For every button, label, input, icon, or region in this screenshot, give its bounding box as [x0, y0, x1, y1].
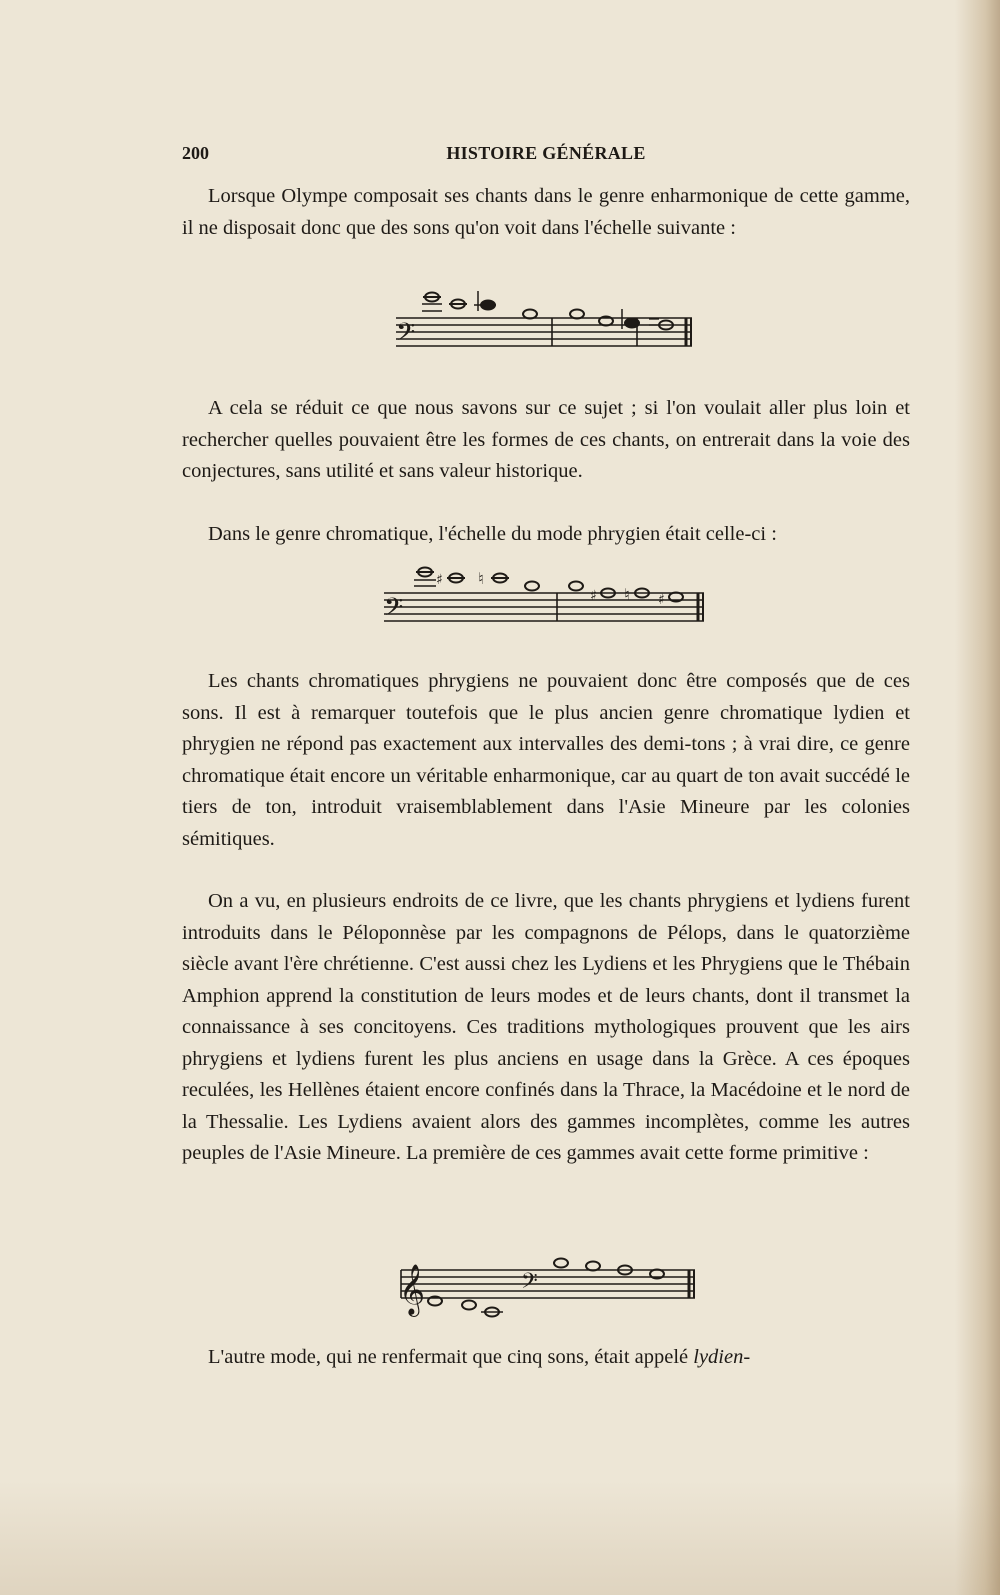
svg-text:𝄢: 𝄢	[396, 318, 416, 353]
paragraph-4: Les chants chromatiques phrygiens ne pouvaient donc être composés que de ces sons. Il est à remarquer toutefois que le plus ancien genre chromatique lydien et phrygien ne répond pas exactement aux intervalles des demi-tons ; à vrai dire, ce genre chromatique était encore un véritable enharmonique, car au quart de ton avait succédé le tiers de ton, introduit vraisemblablement dans l'Asie Mineure par les colonies sémitiques.	[182, 670, 910, 850]
paragraph-6	[182, 1342, 910, 1374]
svg-text:𝄢: 𝄢	[384, 593, 404, 628]
svg-text:♯: ♯	[590, 588, 597, 604]
paragraph-6-italic: lydien-	[693, 1346, 751, 1368]
svg-text:𝄞: 𝄞	[399, 1264, 426, 1315]
running-title: HISTOIRE GÉNÉRALE	[446, 143, 646, 163]
paragraph-5: On a vu, en plusieurs endroits de ce livre, que les chants phrygiens et lydiens furent introduits dans le Péloponnèse par les compagnons de Pélops, dans le quatorzième siècle avant l'ère chrétienne. C'est aussi chez les Lydiens et les Phrygiens que le Thébain Amphion apprend la constitution de leurs modes et de leurs chants, dont il transmet la connaissance à ses concitoyens. Ces traditions mythologiques prouvent que les airs phrygiens et lydiens furent les plus anciens en usage dans la Grèce. A ces époques reculées, les Hellènes étaient encore confinés dans la Thrace, la Macédoine et le nord de la Thessalie. Les Lydiens avaient alors des gammes incomplètes, comme les autres peuples de l'Asie Mineure. La première de ces gammes avait cette forme primitive :	[182, 890, 910, 1164]
music-example-lydian	[395, 1252, 705, 1332]
running-head	[182, 143, 910, 169]
page-number: 200	[182, 143, 209, 163]
music-example-enharmonic	[392, 285, 702, 357]
music-example-chromatic	[380, 560, 710, 630]
paragraph-1: Lorsque Olympe composait ses chants dans le genre enharmonique de cette gamme, il ne disposait donc que des sons qu'on voit dans l'échelle suivante :	[182, 185, 910, 239]
svg-text:𝄢: 𝄢	[521, 1269, 538, 1299]
svg-text:♮: ♮	[478, 569, 484, 588]
paragraph-3: Dans le genre chromatique, l'échelle du mode phrygien était celle-ci :	[208, 523, 777, 545]
paragraph-6-text: L'autre mode, qui ne renfermait que cinq sons, était appelé	[208, 1346, 694, 1368]
svg-text:♯: ♯	[658, 592, 665, 608]
svg-text:♯: ♯	[436, 572, 443, 588]
paragraph-2: A cela se réduit ce que nous savons sur ce sujet ; si l'on voulait aller plus loin et rechercher quelles pouvaient être les formes de ces chants, on entrerait dans la voie des conjectures, sans utilité et sans valeur historique.	[182, 397, 910, 482]
svg-text:♮: ♮	[624, 585, 630, 604]
